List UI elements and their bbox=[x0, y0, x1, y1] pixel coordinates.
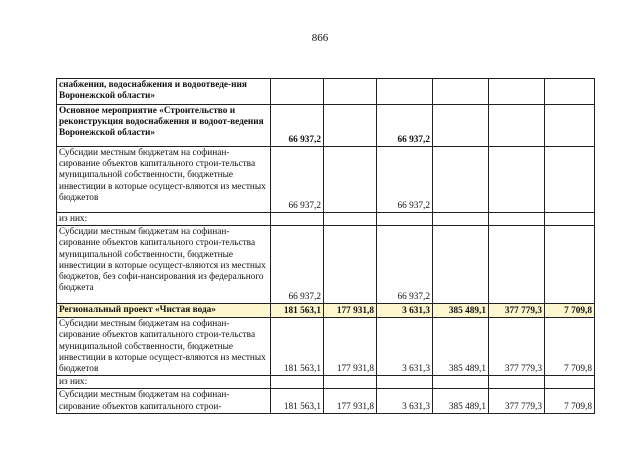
value-cell bbox=[545, 376, 595, 389]
table-row bbox=[57, 226, 595, 304]
value-cell: 385 489,1 bbox=[433, 318, 489, 376]
row-name-cell: Субсидии местным бюджетам на софинан-сирование объектов капитального строи-тельства муниципальной собственности, бюджетные инвестиции в которые осущест-вляются из местных бюджетов, без софи-нансирования из федерального бюджета bbox=[57, 226, 271, 304]
value-cell: 181 563,1 bbox=[271, 304, 324, 318]
row-name-cell: снабжения, водоснабжения и водоотведе-ния Воронежской области» bbox=[57, 79, 271, 105]
value-cell bbox=[489, 79, 545, 105]
value-cell bbox=[324, 213, 377, 226]
value-cell: 7 709,8 bbox=[545, 318, 595, 376]
value-cell: 3 631,3 bbox=[377, 304, 433, 318]
value-cell bbox=[545, 213, 595, 226]
value-cell bbox=[324, 147, 377, 213]
value-cell bbox=[489, 376, 545, 389]
table-row bbox=[57, 213, 595, 226]
row-name-cell: из них: bbox=[57, 213, 271, 226]
value-cell: 7 709,8 bbox=[545, 389, 595, 413]
value-cell: 385 489,1 bbox=[433, 304, 489, 318]
table-row bbox=[57, 304, 595, 318]
table-row bbox=[57, 318, 595, 376]
value-cell bbox=[271, 213, 324, 226]
table-row bbox=[57, 79, 595, 105]
table-row bbox=[57, 376, 595, 389]
value-cell: 177 931,8 bbox=[324, 318, 377, 376]
value-cell: 7 709,8 bbox=[545, 304, 595, 318]
value-cell bbox=[489, 213, 545, 226]
value-cell bbox=[433, 226, 489, 304]
value-cell bbox=[324, 226, 377, 304]
value-cell bbox=[271, 376, 324, 389]
value-cell bbox=[545, 105, 595, 147]
table-row bbox=[57, 147, 595, 213]
row-name-cell: Субсидии местным бюджетам на софинан-сирование объектов капитального строи-тельства муниципальной собственности, бюджетные инвестиции в которые осущест-вляются из местных бюджетов bbox=[57, 318, 271, 376]
value-cell: 3 631,3 bbox=[377, 318, 433, 376]
value-cell: 66 937,2 bbox=[377, 105, 433, 147]
value-cell: 181 563,1 bbox=[271, 318, 324, 376]
value-cell bbox=[324, 79, 377, 105]
value-cell bbox=[377, 79, 433, 105]
value-cell bbox=[433, 213, 489, 226]
page-number: 866 bbox=[311, 32, 329, 44]
value-cell bbox=[433, 147, 489, 213]
table-row bbox=[57, 105, 595, 147]
value-cell bbox=[433, 105, 489, 147]
value-cell: 66 937,2 bbox=[271, 105, 324, 147]
value-cell bbox=[377, 213, 433, 226]
row-name-cell: из них: bbox=[57, 376, 271, 389]
value-cell: 177 931,8 bbox=[324, 389, 377, 413]
row-name-cell: Субсидии местным бюджетам на софинан-сирование объектов капитального строи- bbox=[57, 389, 271, 413]
value-cell bbox=[433, 376, 489, 389]
value-cell: 377 779,3 bbox=[489, 318, 545, 376]
value-cell: 66 937,2 bbox=[271, 147, 324, 213]
value-cell bbox=[489, 226, 545, 304]
value-cell: 177 931,8 bbox=[324, 304, 377, 318]
value-cell bbox=[377, 376, 433, 389]
value-cell: 66 937,2 bbox=[377, 147, 433, 213]
value-cell bbox=[433, 79, 489, 105]
value-cell bbox=[545, 79, 595, 105]
value-cell: 377 779,3 bbox=[489, 304, 545, 318]
row-name-cell: Основное мероприятие «Строительство и реконструкция водоснабжения и водоот-ведения Воронежской области» bbox=[57, 105, 271, 147]
value-cell: 66 937,2 bbox=[377, 226, 433, 304]
value-cell bbox=[271, 79, 324, 105]
table-row bbox=[57, 389, 595, 413]
value-cell: 3 631,3 bbox=[377, 389, 433, 413]
budget-table bbox=[56, 78, 595, 414]
value-cell bbox=[489, 147, 545, 213]
value-cell bbox=[489, 105, 545, 147]
value-cell bbox=[324, 105, 377, 147]
value-cell: 377 779,3 bbox=[489, 389, 545, 413]
value-cell: 66 937,2 bbox=[271, 226, 324, 304]
row-name-cell: Субсидии местным бюджетам на софинан-сирование объектов капитального строи-тельства муниципальной собственности, бюджетные инвестиции в которые осущест-вляются из местных бюджетов bbox=[57, 147, 271, 213]
value-cell: 181 563,1 bbox=[271, 389, 324, 413]
value-cell bbox=[545, 147, 595, 213]
value-cell: 385 489,1 bbox=[433, 389, 489, 413]
row-name-cell: Региональный проект «Чистая вода» bbox=[57, 304, 271, 318]
value-cell bbox=[545, 226, 595, 304]
value-cell bbox=[324, 376, 377, 389]
